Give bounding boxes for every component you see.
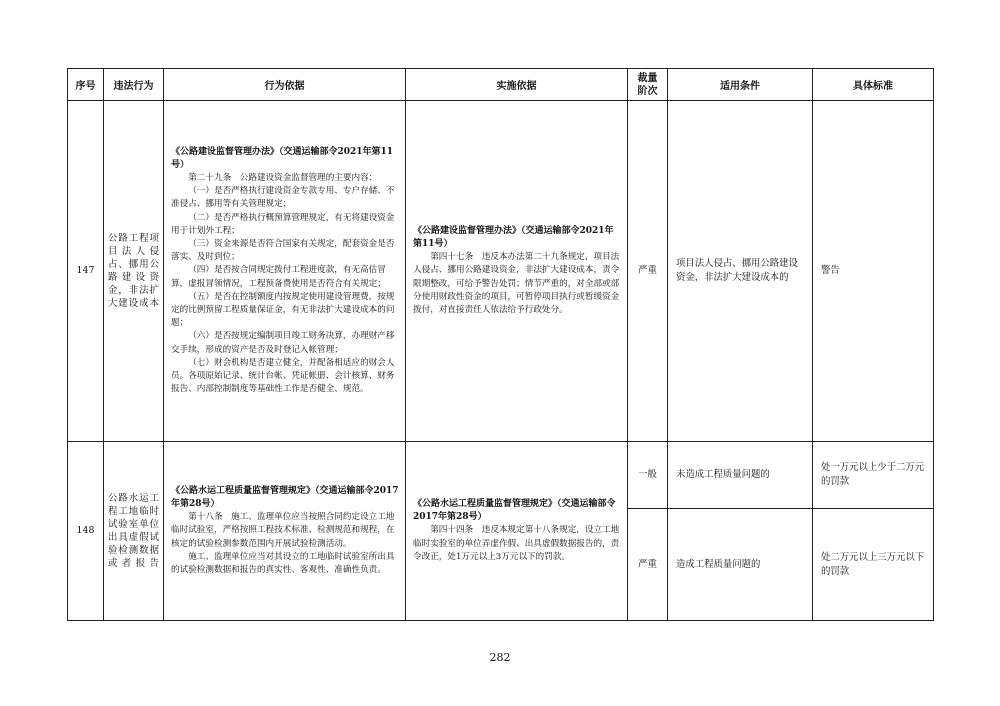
table-row [68, 101, 934, 442]
condition-cell: 未造成工程质量问题的 [668, 442, 813, 509]
basis-paragraph: （四）是否按合同规定拨付工程进度款，有无高估冒算，虚报冒领情况，工程预备费使用是否符合有关规定； [171, 265, 386, 289]
implementation-title: 《公路水运工程质量监督管理规定》（交通运输部令2017年第28号） [413, 498, 616, 523]
implementation-paragraph: 第四十七条 违反本办法第二十九条规定，项目法人侵占、挪用公路建设资金，非法扩大建设成本，责令限期整改，可给予警告处罚；情节严重的，对全部或部分使用财政性资金的项目，可暂停项目执行或暂缓资金拨付，对直接责任人依法给予行政处分。 [413, 252, 620, 315]
condition-cell: 造成工程质量问题的 [668, 509, 813, 621]
implementation-cell [406, 101, 628, 442]
header-violation: 违法行为 [104, 69, 164, 101]
basis-title: 《公路建设监督管理办法》（交通运输部令2021年第11号） [171, 146, 394, 170]
violation-text: 公路工程项目法人侵占、挪用公路建设资金，非法扩大建设成本 [104, 101, 164, 442]
header-level-line1: 裁量 [637, 72, 658, 84]
level-cell: 严重 [628, 101, 668, 442]
level-cell: 严重 [628, 509, 668, 621]
header-basis: 行为依据 [164, 69, 406, 101]
violation-text: 公路水运工程工地临时试验室单位出具虚假试验检测数据或者报告 [104, 442, 164, 621]
basis-paragraph: （三）资金来源是否符合国家有关规定，配套资金是否落实、及时到位； [171, 238, 395, 263]
header-standard: 具体标准 [813, 69, 934, 101]
row-number: 148 [68, 442, 104, 621]
standard-cell: 处一万元以上少于二万元的罚款 [813, 442, 934, 509]
implementation-paragraph: 第四十四条 违反本规定第十八条规定，设立工地临时实验室的单位弄虚作假、出具虚假数据报告的，责令改正，处1万元以上3万元以下的罚款。 [413, 525, 620, 562]
header-level-line2: 阶次 [637, 85, 658, 97]
implementation-title: 《公路建设监督管理办法》（交通运输部令2021年第11号） [413, 225, 614, 249]
standard-cell: 处二万元以上三万元以下的罚款 [813, 509, 934, 621]
basis-paragraph: （五）是否在控制额度内按规定使用建设管理费，按规定的比例预留工程质量保证金，有无非法扩大建设成本的问题； [171, 291, 395, 329]
basis-paragraph: 施工、监理单位应当对其设立的工地临时试验室所出具的试验检测数据和报告的真实性、客观性、准确性负责。 [171, 551, 395, 575]
row-number: 147 [68, 101, 104, 442]
level-cell: 一般 [628, 442, 668, 509]
basis-paragraph: （七）财会机构是否建立健全，并配备相适应的财会人员。各项原始记录、统计台帐、凭证帐册、会计核算、财务报告、内部控制制度等基础性工作是否健全、规范。 [171, 357, 395, 395]
basis-paragraph: （六）是否按规定编制项目竣工财务决算，办理财产移交手续，形成的资产是否及时登记入帐管理； [171, 331, 395, 355]
header-level [628, 69, 668, 101]
header-serial: 序号 [68, 69, 104, 101]
basis-paragraph: 第十八条 施工、监理单位应当按照合同约定设立工地临时试验室，严格按照工程技术标准、检测规范和规程，在核定的试验检测参数范围内开展试验检测活动。 [171, 512, 395, 549]
basis-paragraph: 第二十九条 公路建设资金监督管理的主要内容： [188, 172, 378, 183]
basis-title: 《公路水运工程质量监督管理规定》（交通运输部令2017年第28号） [171, 485, 399, 509]
discretion-standard-table [67, 68, 934, 621]
basis-cell [164, 101, 406, 442]
header-implementation: 实施依据 [406, 69, 628, 101]
header-condition: 适用条件 [668, 69, 813, 101]
basis-cell [164, 442, 406, 621]
condition-cell: 项目法人侵占、挪用公路建设资金，非法扩大建设成本的 [668, 101, 813, 442]
basis-paragraph: （一）是否严格执行建设资金专款专用、专户存储、不准侵占、挪用等有关管理规定； [171, 186, 395, 210]
basis-paragraph: （二）是否严格执行概预算管理规定，有无将建设资金用于计划外工程； [171, 212, 395, 236]
standard-cell: 警告 [813, 101, 934, 442]
page-number: 282 [489, 651, 511, 664]
implementation-cell [406, 442, 628, 621]
table-header-row [68, 69, 934, 101]
table-row [68, 442, 934, 509]
